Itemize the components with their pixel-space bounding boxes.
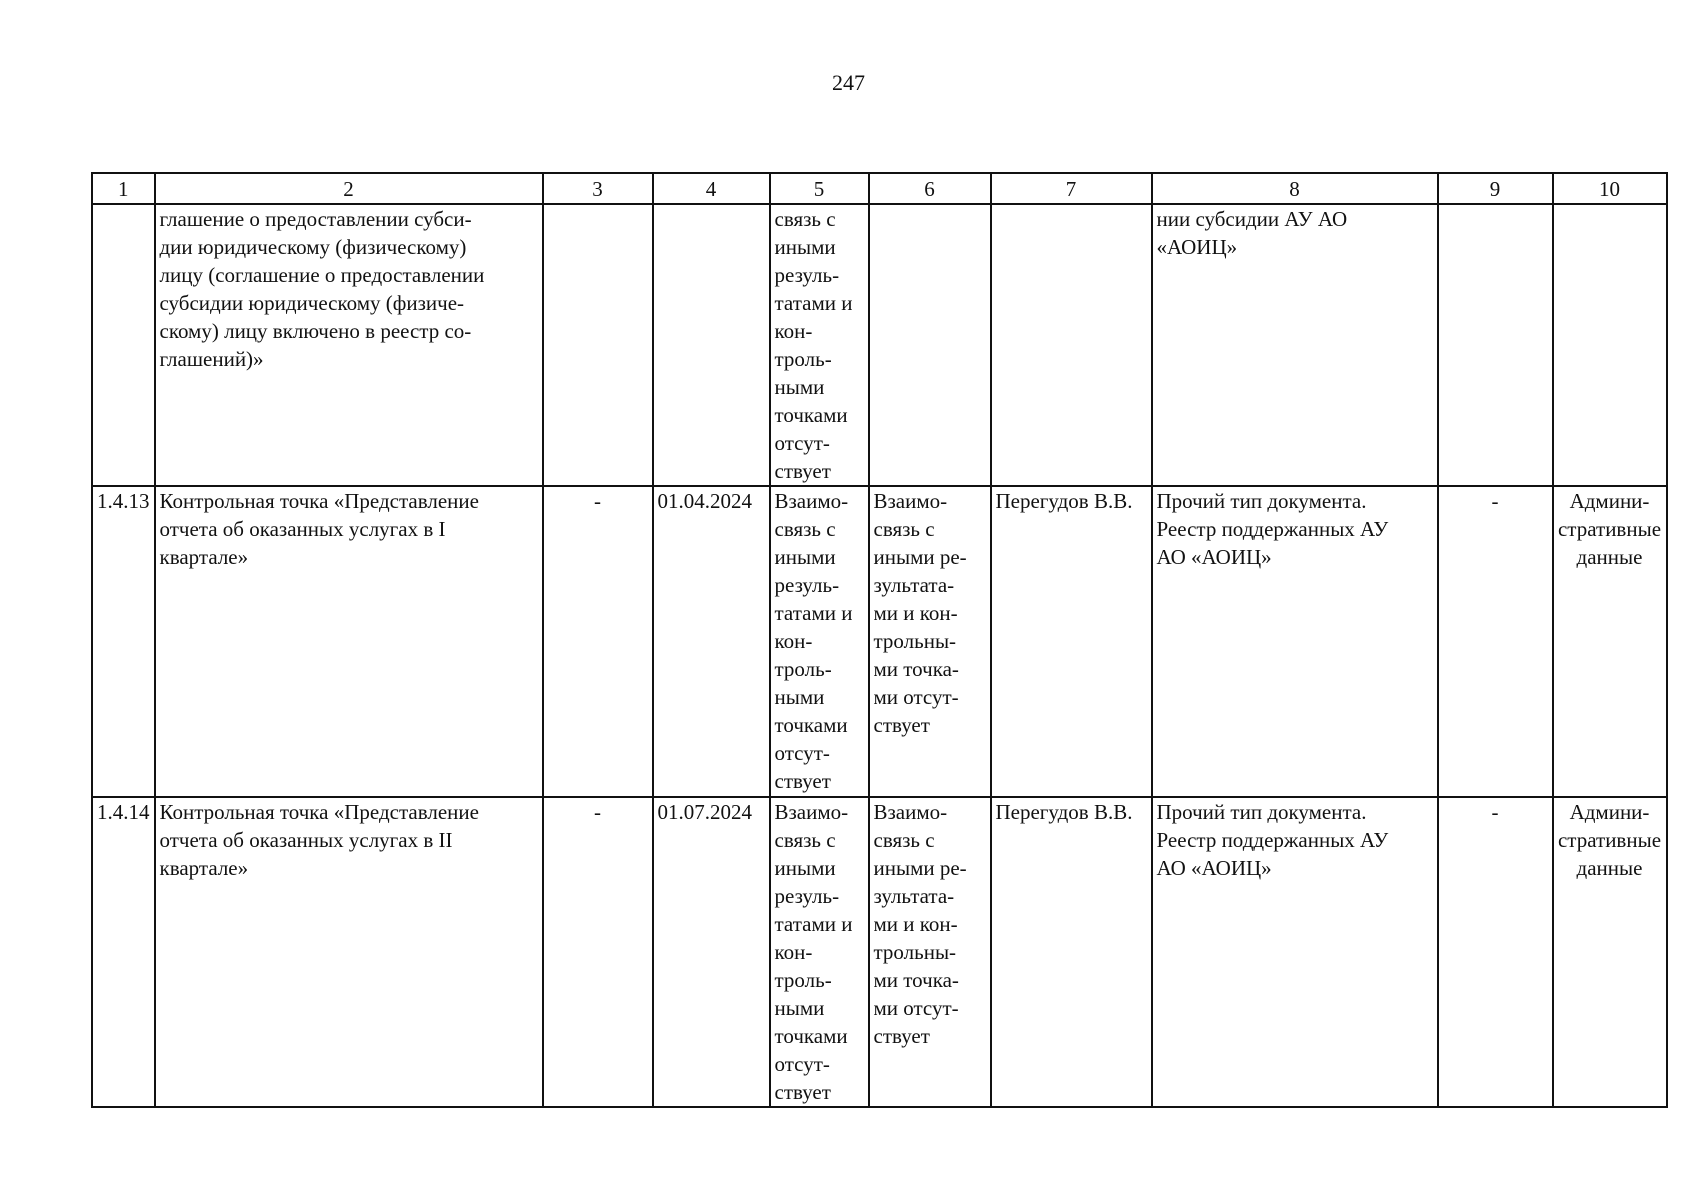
text-line: ми точка- (873, 657, 959, 681)
text-line: отчета об оказанных услугах в II (159, 828, 453, 852)
page-number: 247 (832, 70, 865, 95)
text-line: Админи- (1569, 489, 1650, 513)
text-line: троль- (774, 657, 832, 681)
text-line: Контрольная точка «Представление (159, 489, 479, 513)
link-previous (770, 204, 869, 486)
text-line: лицу (соглашение о предоставлении (159, 263, 485, 287)
table-row (92, 486, 1667, 797)
text-line: точками (774, 1024, 848, 1048)
text-line: Взаимо- (774, 489, 849, 513)
text-line: ми отсут- (873, 685, 959, 709)
text-line: АО «АОИЦ» (1156, 856, 1272, 880)
text-line: Прочий тип документа. (1156, 489, 1367, 513)
text-line: ми и кон- (873, 601, 958, 625)
text-line: АО «АОИЦ» (1156, 545, 1272, 569)
text-line: стративные (1557, 828, 1662, 852)
info-system (1553, 486, 1667, 797)
column-number: 6 (869, 173, 991, 204)
cell-col3: - (543, 797, 653, 1107)
text-line: зультата- (873, 573, 955, 597)
text-line: ми и кон- (873, 912, 958, 936)
text-line: субсидии юридическому (физиче- (159, 291, 465, 315)
cell-col9: - (1438, 797, 1553, 1107)
table-header-row (92, 173, 1667, 204)
text-line: трольны- (873, 940, 957, 964)
text-line: иными ре- (873, 856, 967, 880)
document-type (1152, 204, 1438, 486)
text-line: отчета об оказанных услугах в I (159, 517, 446, 541)
text-line: отсут- (774, 431, 830, 455)
column-number: 3 (543, 173, 653, 204)
due-date: 01.04.2024 (653, 486, 770, 797)
link-previous (770, 486, 869, 797)
link-next (869, 797, 991, 1107)
text-line: квартале» (159, 856, 249, 880)
text-line: связь с (774, 828, 836, 852)
text-line: связь с (873, 517, 935, 541)
text-line: ствует (873, 713, 930, 737)
column-number: 1 (92, 173, 155, 204)
column-number: 8 (1152, 173, 1438, 204)
text-line: Взаимо- (774, 800, 849, 824)
column-number: 5 (770, 173, 869, 204)
text-line: зультата- (873, 884, 955, 908)
text-line: кон- (774, 629, 813, 653)
text-line: иными ре- (873, 545, 967, 569)
event-name (155, 204, 543, 486)
text-line: ми точка- (873, 968, 959, 992)
text-line: резуль- (774, 263, 840, 287)
column-number: 2 (155, 173, 543, 204)
event-name (155, 486, 543, 797)
info-system (1553, 204, 1667, 486)
column-number: 4 (653, 173, 770, 204)
column-number: 10 (1553, 173, 1667, 204)
text-line: иными (774, 545, 836, 569)
text-line: Прочий тип документа. (1156, 800, 1367, 824)
text-line: Админи- (1569, 800, 1650, 824)
text-line: резуль- (774, 884, 840, 908)
text-line: Контрольная точка «Представление (159, 800, 479, 824)
row-number: 1.4.13 (92, 486, 155, 797)
responsible-person (991, 204, 1152, 486)
plan-table (91, 172, 1668, 1108)
text-line: кон- (774, 319, 813, 343)
event-name (155, 797, 543, 1107)
text-line: ствует (873, 1024, 930, 1048)
text-line: троль- (774, 968, 832, 992)
text-line: Взаимо- (873, 800, 948, 824)
text-line: резуль- (774, 573, 840, 597)
responsible-person: Перегудов В.В. (991, 486, 1152, 797)
table-row (92, 204, 1667, 486)
cell-col9 (1438, 204, 1553, 486)
due-date (653, 204, 770, 486)
document-type (1152, 486, 1438, 797)
row-number (92, 204, 155, 486)
text-line: точками (774, 713, 848, 737)
text-line: отсут- (774, 741, 830, 765)
text-line: кон- (774, 940, 813, 964)
text-line: ными (774, 685, 825, 709)
text-line: скому) лицу включено в реестр со- (159, 319, 472, 343)
text-line: иными (774, 235, 836, 259)
document-type (1152, 797, 1438, 1107)
column-number: 9 (1438, 173, 1553, 204)
text-line: татами и (774, 291, 853, 315)
text-line: нии субсидии АУ АО (1156, 207, 1348, 231)
text-line: ными (774, 375, 825, 399)
text-line: глашение о предоставлении субси- (159, 207, 472, 231)
cell-col3 (543, 204, 653, 486)
text-line: отсут- (774, 1052, 830, 1076)
text-line: ми отсут- (873, 996, 959, 1020)
text-line: трольны- (873, 629, 957, 653)
link-next (869, 486, 991, 797)
row-number: 1.4.14 (92, 797, 155, 1107)
text-line: Реестр поддержанных АУ (1156, 517, 1389, 541)
text-line: дии юридическому (физическому) (159, 235, 467, 259)
text-line: глашений)» (159, 347, 264, 371)
cell-col9: - (1438, 486, 1553, 797)
text-line: «АОИЦ» (1156, 235, 1238, 259)
due-date: 01.07.2024 (653, 797, 770, 1107)
text-line: данные (1576, 545, 1643, 569)
table-row (92, 797, 1667, 1107)
text-line: троль- (774, 347, 832, 371)
text-line: стративные (1557, 517, 1662, 541)
column-number: 7 (991, 173, 1152, 204)
text-line: связь с (873, 828, 935, 852)
text-line: ствует (774, 459, 831, 483)
text-line: ствует (774, 769, 831, 793)
link-previous (770, 797, 869, 1107)
text-line: Взаимо- (873, 489, 948, 513)
text-line: точками (774, 403, 848, 427)
cell-col3: - (543, 486, 653, 797)
text-line: данные (1576, 856, 1643, 880)
text-line: татами и (774, 601, 853, 625)
responsible-person: Перегудов В.В. (991, 797, 1152, 1107)
text-line: связь с (774, 207, 836, 231)
text-line: ствует (774, 1080, 831, 1104)
text-line: квартале» (159, 545, 249, 569)
info-system (1553, 797, 1667, 1107)
text-line: связь с (774, 517, 836, 541)
text-line: татами и (774, 912, 853, 936)
text-line: Реестр поддержанных АУ (1156, 828, 1389, 852)
link-next (869, 204, 991, 486)
text-line: ными (774, 996, 825, 1020)
text-line: иными (774, 856, 836, 880)
